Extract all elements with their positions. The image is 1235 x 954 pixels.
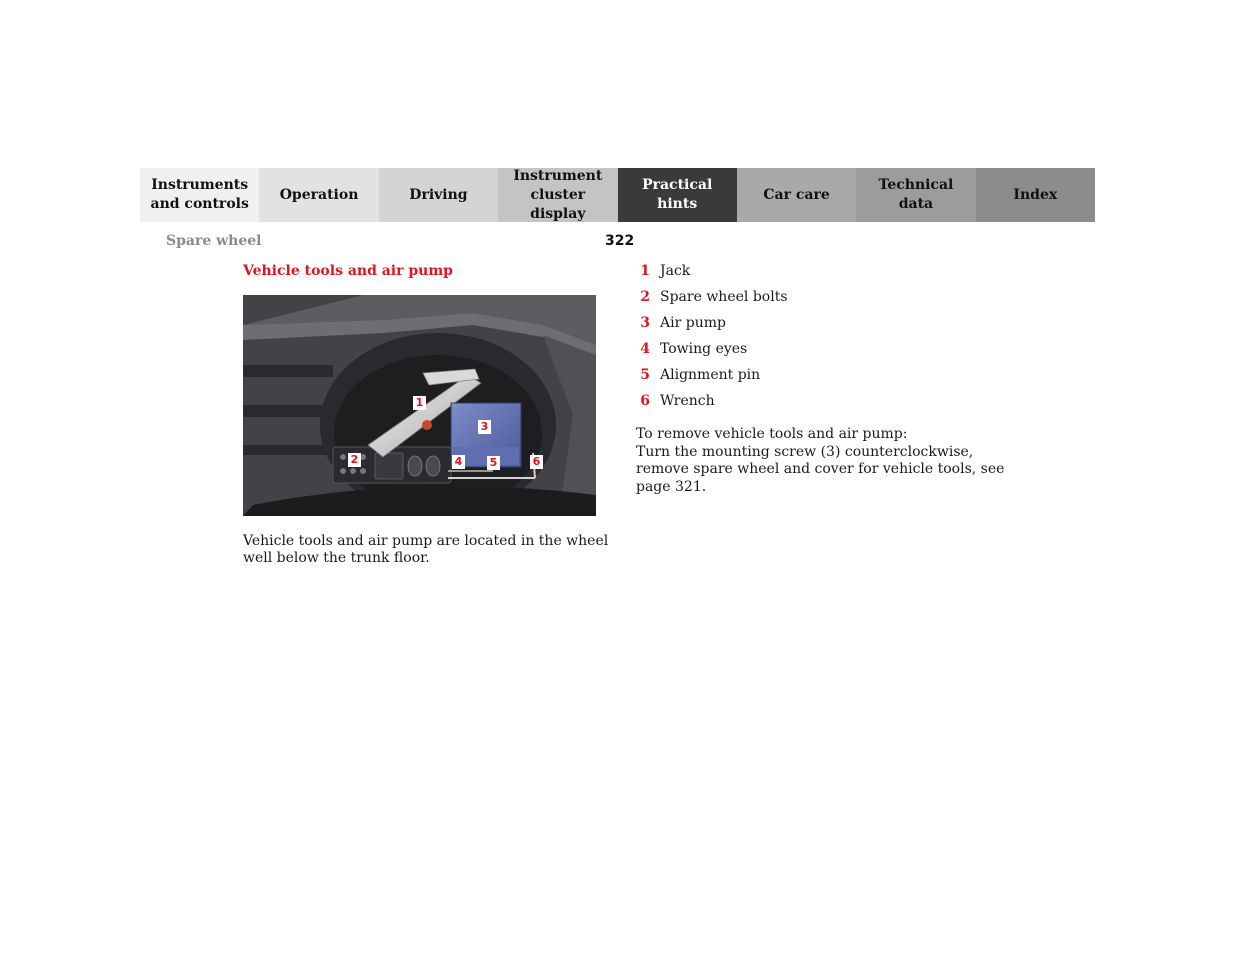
callout-6: 6	[530, 455, 543, 469]
callout-5: 5	[487, 456, 500, 470]
legend-item	[636, 289, 788, 315]
legend-number: 4	[640, 341, 650, 357]
tab-driving[interactable]: Driving	[379, 168, 498, 222]
legend-number: 6	[640, 393, 650, 409]
legend-number: 5	[640, 367, 650, 383]
tab-operation[interactable]: Operation	[259, 168, 378, 222]
legend-label: Spare wheel bolts	[660, 289, 788, 305]
legend-label: Towing eyes	[660, 341, 748, 357]
legend-item	[636, 341, 788, 367]
callout-2: 2	[348, 453, 361, 467]
section-label: Spare wheel	[166, 233, 262, 249]
legend-number: 3	[640, 315, 650, 331]
legend-number: 1	[640, 263, 650, 279]
instructions-intro: To remove vehicle tools and air pump:	[636, 426, 908, 442]
legend-item	[636, 263, 788, 289]
instructions-step: Turn the mounting screw (3) counterclockwise, remove spare wheel and cover for vehicle tools, see page 321.	[636, 443, 1005, 495]
tab-instruments-and-controls[interactable]: Instruments and controls	[140, 168, 259, 222]
tab-index[interactable]: Index	[976, 168, 1095, 222]
legend-label: Alignment pin	[660, 367, 761, 383]
parts-legend	[636, 263, 788, 419]
tab-technical-data[interactable]: Technical data	[856, 168, 975, 222]
tab-practical-hints[interactable]: Practical hints	[618, 168, 737, 222]
callout-1: 1	[413, 396, 426, 410]
tab-car-care[interactable]: Car care	[737, 168, 856, 222]
wheel-well-illustration	[243, 295, 596, 516]
legend-label: Jack	[660, 263, 691, 279]
section-heading: Vehicle tools and air pump	[243, 263, 453, 279]
legend-item	[636, 315, 788, 341]
figure-caption: Vehicle tools and air pump are located in the wheel well below the trunk floor.	[243, 533, 609, 566]
legend-label: Wrench	[660, 393, 715, 409]
chapter-nav	[140, 168, 1095, 222]
legend-label: Air pump	[660, 315, 726, 331]
removal-instructions	[636, 426, 1016, 496]
legend-number: 2	[640, 289, 650, 305]
legend-item	[636, 393, 788, 419]
page-number: 322	[605, 233, 635, 249]
callout-3: 3	[478, 420, 491, 434]
tab-instrument-cluster-display[interactable]: Instrument cluster display	[498, 168, 617, 222]
legend-item	[636, 367, 788, 393]
callout-4: 4	[452, 455, 465, 469]
